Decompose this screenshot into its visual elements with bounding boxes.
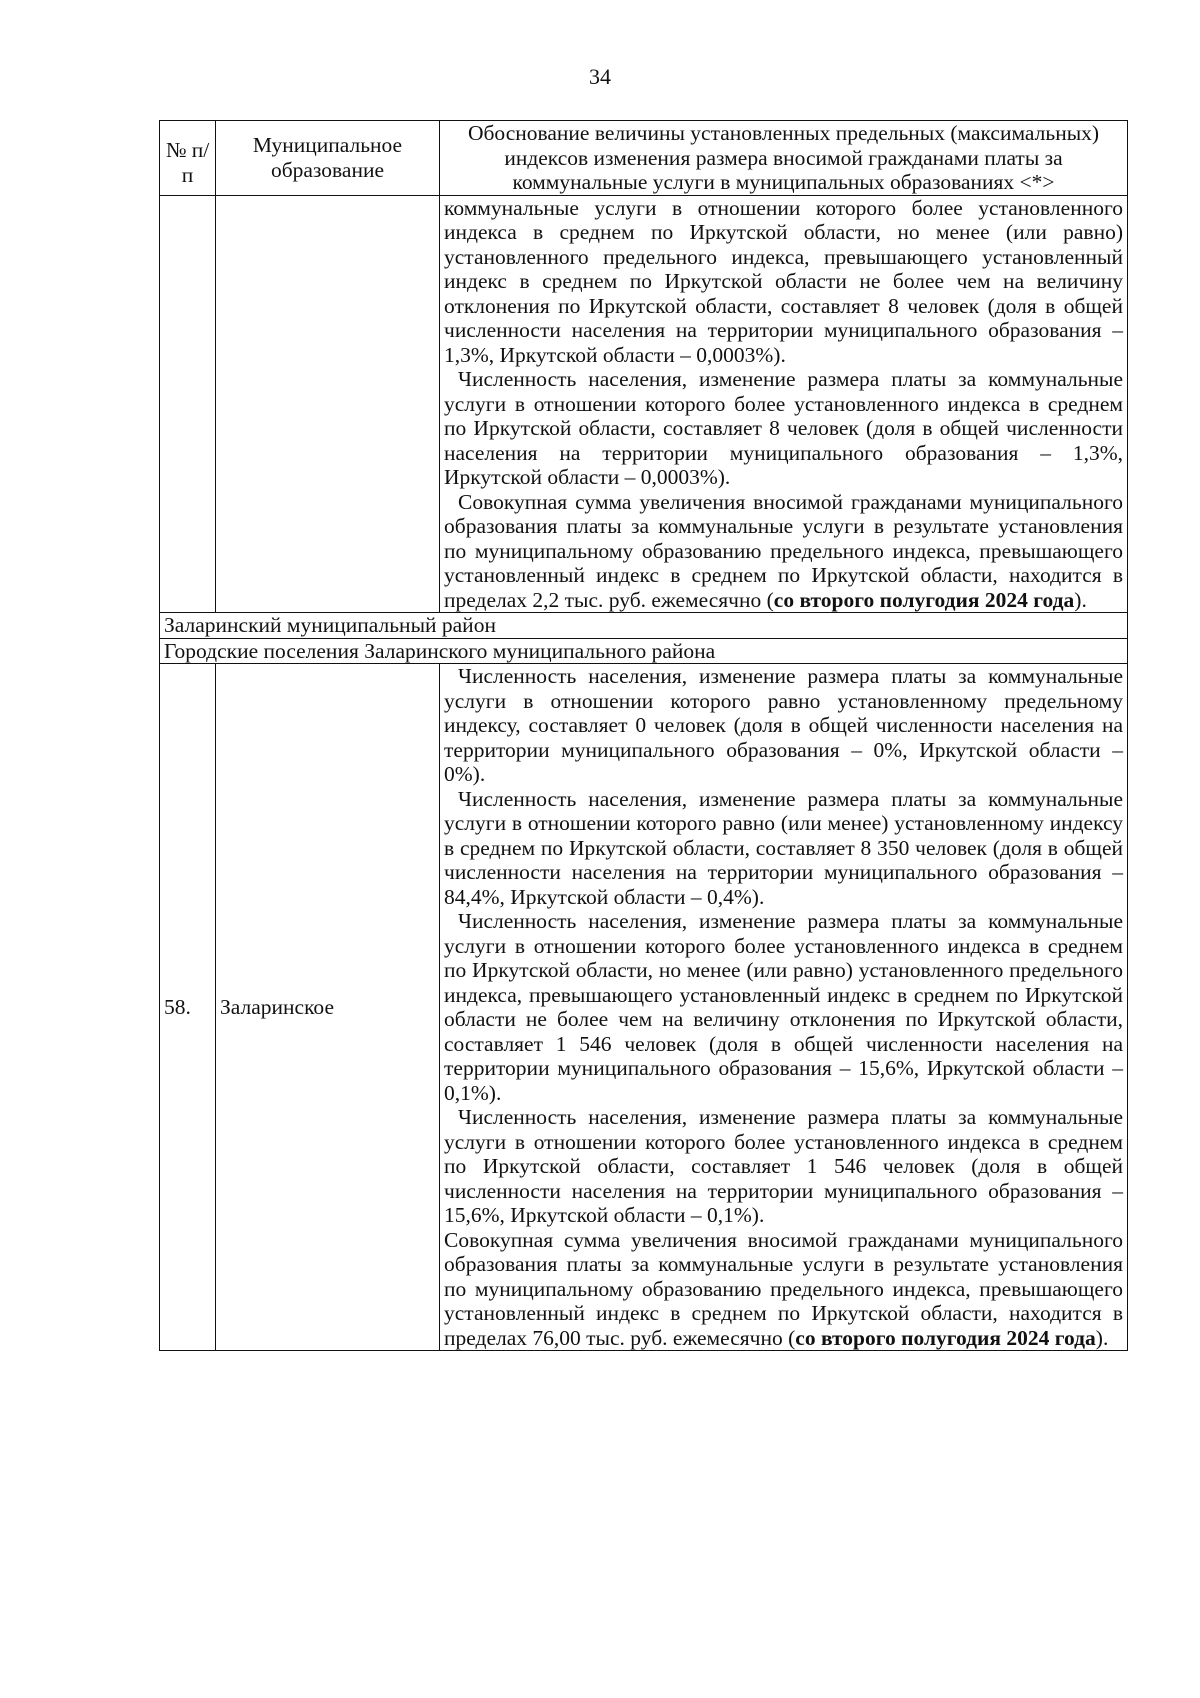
justification-paragraph: Совокупная сумма увеличения вносимой гражданами муниципального образования платы за коммунальные услуги в результате установления по муниципальному образованию предельного индекса, превышающего установленный индекс в среднем по Иркутской области, находится в пределах 2,2 тыс. руб. ежемесячно (со второго полугодия 2024 года). (444, 489, 1123, 612)
municipality-name: Заларинское (216, 664, 440, 1351)
justification-paragraph: коммунальные услуги в отношении которого более установленного индекса в среднем по Иркутской области, но менее (или равно) установленного предельного индекса, превышающего установленный индекс в среднем по Иркутской области не более чем на величину отклонения по Иркутской области, составляет 8 человек (доля в общей численности населения на территории муниципального образования – 1,3%, Иркутской области – 0,0003%). (444, 195, 1123, 367)
justification-paragraph: Численность населения, изменение размера платы за коммунальные услуги в отношении которого равно (или менее) установленному индексу в среднем по Иркутской области, составляет 8 350 человек (доля в общей численности населения на территории муниципального образования – 84,4%, Иркутской области – 0,4%). (444, 786, 1123, 909)
subsection-row (160, 638, 1128, 664)
section-title: Заларинский муниципальный район (160, 613, 1128, 639)
table-row (160, 664, 1128, 1351)
cell-justification (440, 195, 1128, 613)
row-number: 58. (160, 664, 216, 1351)
justification-paragraph: Численность населения, изменение размера платы за коммунальные услуги в отношении которого равно установленному предельному индексу, составляет 0 человек (доля в общей численности населения на территории муниципального образования – 0%, Иркутской области – 0%). (444, 664, 1123, 786)
cell-number-empty (160, 195, 216, 613)
justification-paragraph: Численность населения, изменение размера платы за коммунальные услуги в отношении которого более установленного индекса в среднем по Иркутской области, составляет 8 человек (доля в общей численности населения на территории муниципального образования – 1,3%, Иркутской области – 0,0003%). (444, 367, 1123, 489)
justification-table (159, 120, 1128, 1351)
table-row (160, 195, 1128, 613)
section-row (160, 613, 1128, 639)
justification-paragraph: Численность населения, изменение размера платы за коммунальные услуги в отношении которого более установленного индекса в среднем по Иркутской области, но менее (или равно) установленного предельного индекса, превышающего установленный индекс в среднем по Иркутской области не более чем на величину отклонения по Иркутской области, составляет 1 546 человек (доля в общей численности населения на территории муниципального образования – 15,6%, Иркутской области – 0,1%). (444, 909, 1123, 1105)
page-number: 34 (589, 64, 611, 89)
header-municipality: Муниципальное образование (216, 121, 440, 196)
cell-municipality-empty (216, 195, 440, 613)
subsection-title: Городские поселения Заларинского муниципального района (160, 638, 1128, 664)
period-emphasis: со второго полугодия 2024 года (795, 1325, 1096, 1350)
header-number: № п/п (160, 121, 216, 196)
period-emphasis: со второго полугодия 2024 года (773, 587, 1075, 612)
table-header-row (160, 121, 1128, 196)
cell-justification (440, 664, 1128, 1351)
justification-paragraph: Численность населения, изменение размера платы за коммунальные услуги в отношении которого более установленного индекса в среднем по Иркутской области, составляет 1 546 человек (доля в общей численности населения на территории муниципального образования – 15,6%, Иркутской области – 0,1%). (444, 1105, 1123, 1227)
justification-paragraph: Совокупная сумма увеличения вносимой гражданами муниципального образования платы за коммунальные услуги в результате установления по муниципальному образованию предельного индекса, превышающего установленный индекс в среднем по Иркутской области, находится в пределах 76,00 тыс. руб. ежемесячно (со второго полугодия 2024 года). (444, 1227, 1123, 1350)
header-justification: Обоснование величины установленных предельных (максимальных) индексов изменения размера вносимой гражданами платы за коммунальные услуги в муниципальных образованиях <*> (440, 121, 1128, 196)
